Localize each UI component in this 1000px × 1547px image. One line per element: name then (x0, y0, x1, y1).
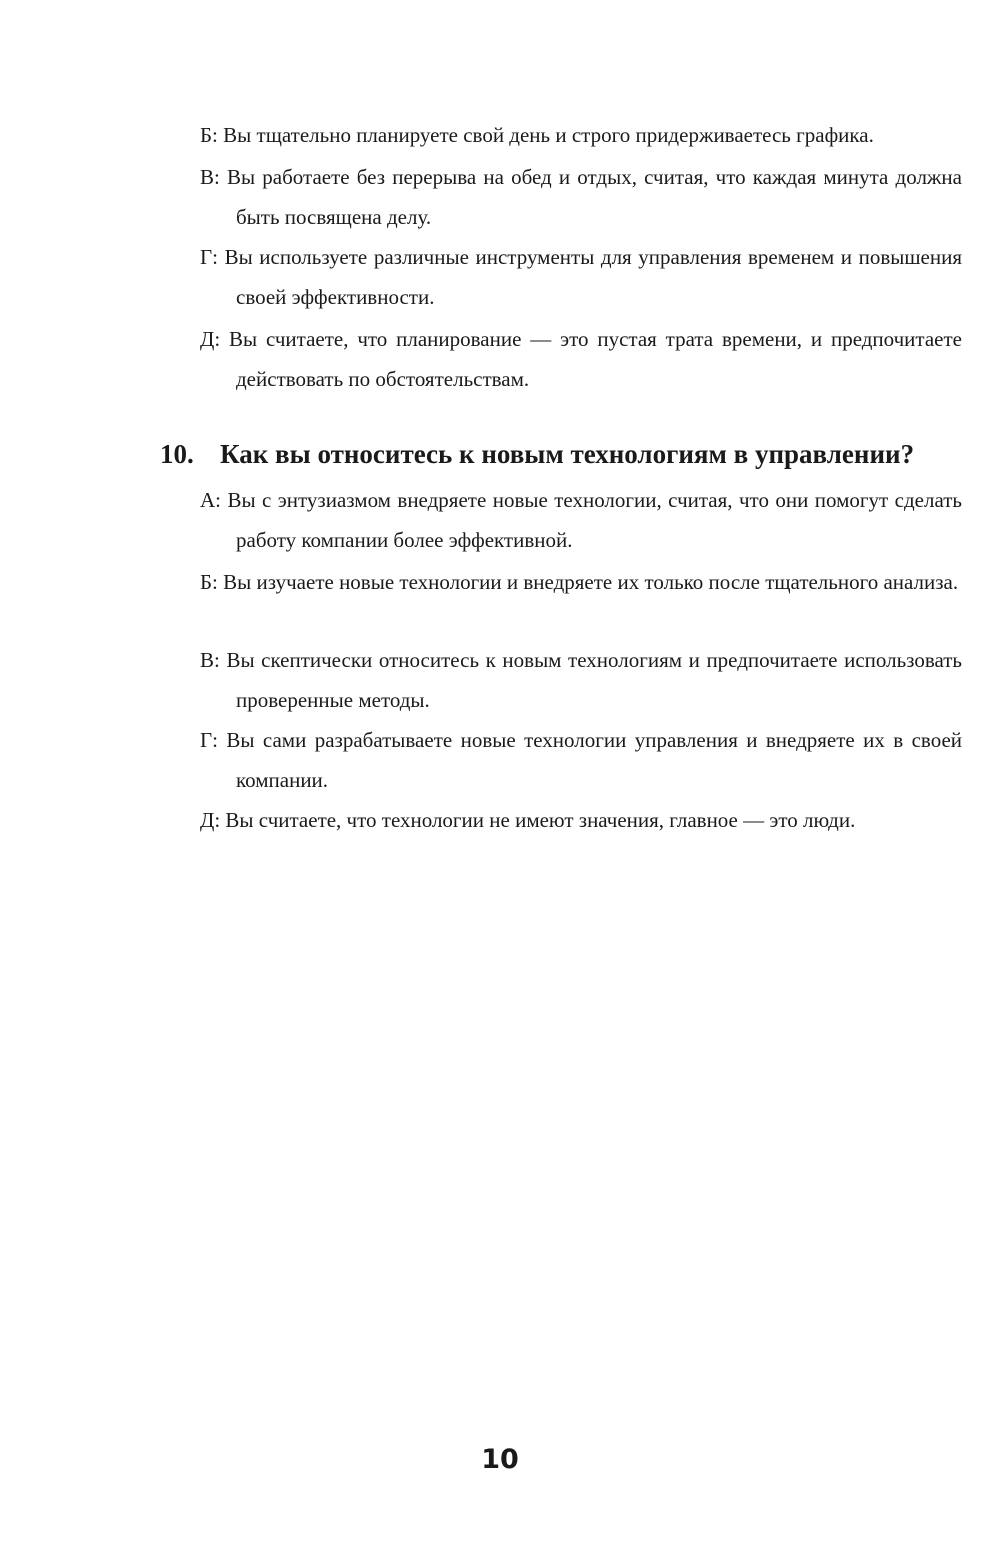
answer-option (200, 480, 962, 560)
answer-text: Вы считаете, что технологии не имеют значения, главное — это люди. (225, 808, 856, 832)
answer-letter: Г: (200, 728, 218, 752)
answer-letter: Г: (200, 245, 218, 269)
page-number: 10 (481, 1444, 519, 1475)
answer-option (200, 319, 962, 399)
answer-option (200, 115, 962, 155)
answer-text: Вы скептически относитесь к новым технологиям и предпочитаете использовать проверенные методы. (226, 648, 962, 712)
answer-letter: В: (200, 648, 220, 672)
answer-option (200, 157, 962, 237)
answer-option (200, 562, 962, 602)
answer-letter: В: (200, 165, 220, 189)
answer-text: Вы работаете без перерыва на обед и отдых, считая, что каждая минута должна быть посвящена делу. (227, 165, 962, 229)
answer-text: Вы сами разрабатываете новые технологии управления и внедряете их в своей компании. (226, 728, 963, 792)
answer-letter: Д: (200, 808, 221, 832)
answer-option (200, 640, 962, 720)
answer-letter: Б: (200, 123, 218, 147)
answer-option (200, 800, 962, 840)
answer-text: Вы с энтузиазмом внедряете новые технологии, считая, что они помогут сделать работу компании более эффективной. (227, 488, 963, 552)
answer-option (200, 237, 962, 317)
question-number: 10. (160, 439, 194, 469)
answer-text: Вы используете различные инструменты для управления временем и повышения своей эффективности. (224, 245, 963, 309)
answer-letter: Д: (200, 327, 221, 351)
answer-text: Вы считаете, что планирование — это пустая трата времени, и предпочитаете действовать по обстоятельствам. (229, 327, 962, 391)
answer-text: Вы изучаете новые технологии и внедряете их только после тщательного анализа. (223, 570, 959, 594)
answer-letter: Б: (200, 570, 218, 594)
answer-letter: А: (200, 488, 221, 512)
question-heading (160, 432, 970, 476)
answer-option (200, 720, 962, 800)
answer-text: Вы тщательно планируете свой день и строго придерживаетесь графика. (223, 123, 874, 147)
question-title-text: Как вы относитесь к новым технологиям в управлении? (220, 439, 915, 469)
